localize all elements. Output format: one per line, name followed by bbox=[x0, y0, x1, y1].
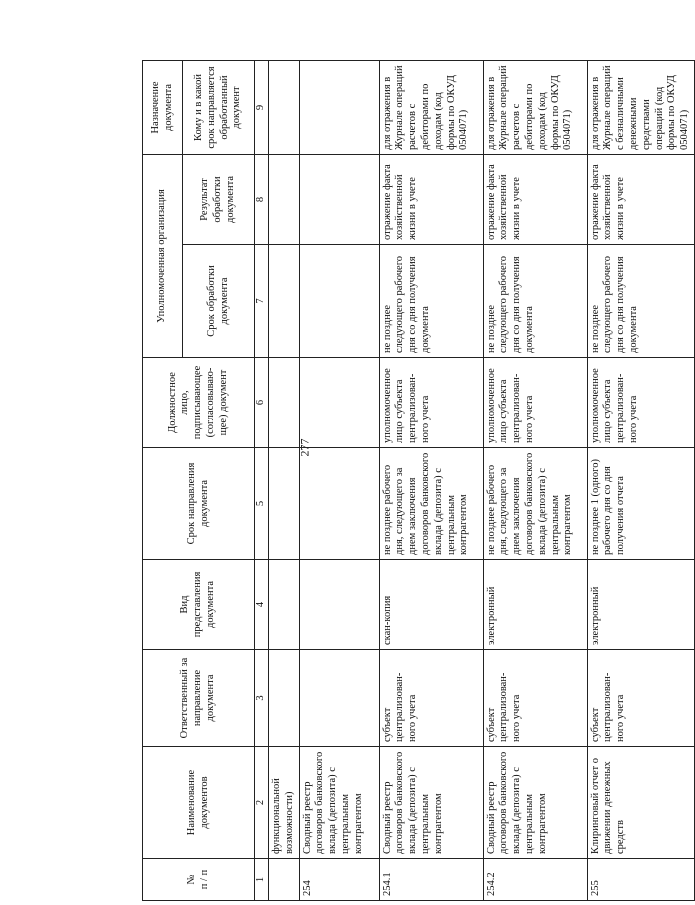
cell-responsible bbox=[269, 650, 300, 747]
header-number: № п / п bbox=[143, 859, 255, 901]
cell-signing-official bbox=[299, 358, 379, 448]
cell-representation: электронный bbox=[483, 560, 587, 650]
cell-processing-result bbox=[299, 155, 379, 245]
column-number: 8 bbox=[255, 155, 269, 245]
cell-processing-result bbox=[269, 155, 300, 245]
column-number: 4 bbox=[255, 560, 269, 650]
cell-representation bbox=[269, 560, 300, 650]
header-deadline: Срок направления документа bbox=[143, 448, 255, 560]
column-number: 2 bbox=[255, 747, 269, 859]
cell-document-name: функциональной возможности) bbox=[269, 747, 300, 859]
table-row bbox=[379, 61, 483, 901]
table-row bbox=[483, 61, 587, 901]
rotated-table-container bbox=[142, 61, 691, 901]
document-table bbox=[142, 60, 695, 901]
header-representation: Вид представления документа bbox=[143, 560, 255, 650]
cell-signing-official: уполномоченное лицо субъекта централизован-ного учета bbox=[379, 358, 483, 448]
cell-deadline: не позднее рабочего дня, следующего за днем заключения договоров банковского вклада (депозита) с центральным контрагентом bbox=[379, 448, 483, 560]
cell-processing-deadline: не позднее следующего рабочего дня со дня получения документа bbox=[379, 245, 483, 358]
cell-representation: электронный bbox=[587, 560, 694, 650]
table-row bbox=[587, 61, 694, 901]
column-number-row bbox=[255, 61, 269, 901]
cell-number: 254.2 bbox=[483, 859, 587, 901]
cell-recipient: для отражения в Журнале операций с безналичными денежными средствами операций (код формы по ОКУД 0504071) bbox=[587, 61, 694, 155]
cell-deadline bbox=[269, 448, 300, 560]
cell-recipient bbox=[269, 61, 300, 155]
cell-deadline: не позднее 1 (одного) рабочего дня со дня получения отчета bbox=[587, 448, 694, 560]
header-recipient: Кому и в какой срок направляется обработанный документ bbox=[183, 61, 255, 155]
cell-processing-deadline bbox=[269, 245, 300, 358]
cell-representation: скан-копия bbox=[379, 560, 483, 650]
cell-document-name: Клиринговый отчет о движении денежных средств bbox=[587, 747, 694, 859]
cell-document-name: Сводный реестр договоров банковского вклада (депозита) с центральным контрагентом bbox=[483, 747, 587, 859]
column-number: 7 bbox=[255, 245, 269, 358]
cell-responsible: субъект централизован-ного учета bbox=[587, 650, 694, 747]
cell-number: 254.1 bbox=[379, 859, 483, 901]
cell-responsible: субъект централизован-ного учета bbox=[379, 650, 483, 747]
cell-recipient: для отражения в Журнале операций расчетов с дебиторами по доходам (код формы по ОКУД 0504071) bbox=[483, 61, 587, 155]
header-processing-deadline: Срок обработки документа bbox=[183, 245, 255, 358]
table-row bbox=[269, 61, 300, 901]
cell-recipient bbox=[299, 61, 379, 155]
cell-deadline bbox=[299, 448, 379, 560]
header-purpose: Назначение документа bbox=[143, 61, 183, 155]
cell-signing-official bbox=[269, 358, 300, 448]
header-document-name: Наименование документов bbox=[143, 747, 255, 859]
cell-processing-deadline: не позднее следующего рабочего дня со дня получения документа bbox=[483, 245, 587, 358]
cell-responsible bbox=[299, 650, 379, 747]
cell-processing-deadline bbox=[299, 245, 379, 358]
page-number: 277 bbox=[297, 438, 312, 457]
column-number: 1 bbox=[255, 859, 269, 901]
cell-signing-official: уполномоченное лицо субъекта централизован-ного учета bbox=[483, 358, 587, 448]
cell-number: 254 bbox=[299, 859, 379, 901]
header-authorized-org: Уполномоченная организация bbox=[143, 155, 183, 358]
header-signing-official: Должностное лицо, подписывающее (согласовываю-щее) документ bbox=[143, 358, 255, 448]
cell-document-name: Сводный реестр договоров банковского вклада (депозита) с центральным контрагентом bbox=[379, 747, 483, 859]
cell-responsible: субъект централизован-ного учета bbox=[483, 650, 587, 747]
header-processing-result: Результат обработки документа bbox=[183, 155, 255, 245]
cell-processing-result: отражение факта хозяйственной жизни в учете bbox=[483, 155, 587, 245]
cell-signing-official: уполномоченное лицо субъекта централизован-ного учета bbox=[587, 358, 694, 448]
cell-deadline: не позднее рабочего дня, следующего за днем заключения договоров банковского вклада (депозита) с центральным контрагентом bbox=[483, 448, 587, 560]
cell-document-name: Сводный реестр договоров банковского вклада (депозита) с центральным контрагентом bbox=[299, 747, 379, 859]
cell-processing-deadline: не позднее следующего рабочего дня со дня получения документа bbox=[587, 245, 694, 358]
column-number: 5 bbox=[255, 448, 269, 560]
header-responsible: Ответственный за направление документа bbox=[143, 650, 255, 747]
cell-recipient: для отражения в Журнале операций расчетов с дебиторами по доходам (код формы по ОКУД 0504071) bbox=[379, 61, 483, 155]
table-row bbox=[299, 61, 379, 901]
cell-processing-result: отражение факта хозяйственной жизни в учете bbox=[379, 155, 483, 245]
cell-processing-result: отражение факта хозяйственной жизни в учете bbox=[587, 155, 694, 245]
cell-number: 255 bbox=[587, 859, 694, 901]
cell-number bbox=[269, 859, 300, 901]
column-number: 9 bbox=[255, 61, 269, 155]
cell-representation bbox=[299, 560, 379, 650]
column-number: 3 bbox=[255, 650, 269, 747]
column-number: 6 bbox=[255, 358, 269, 448]
